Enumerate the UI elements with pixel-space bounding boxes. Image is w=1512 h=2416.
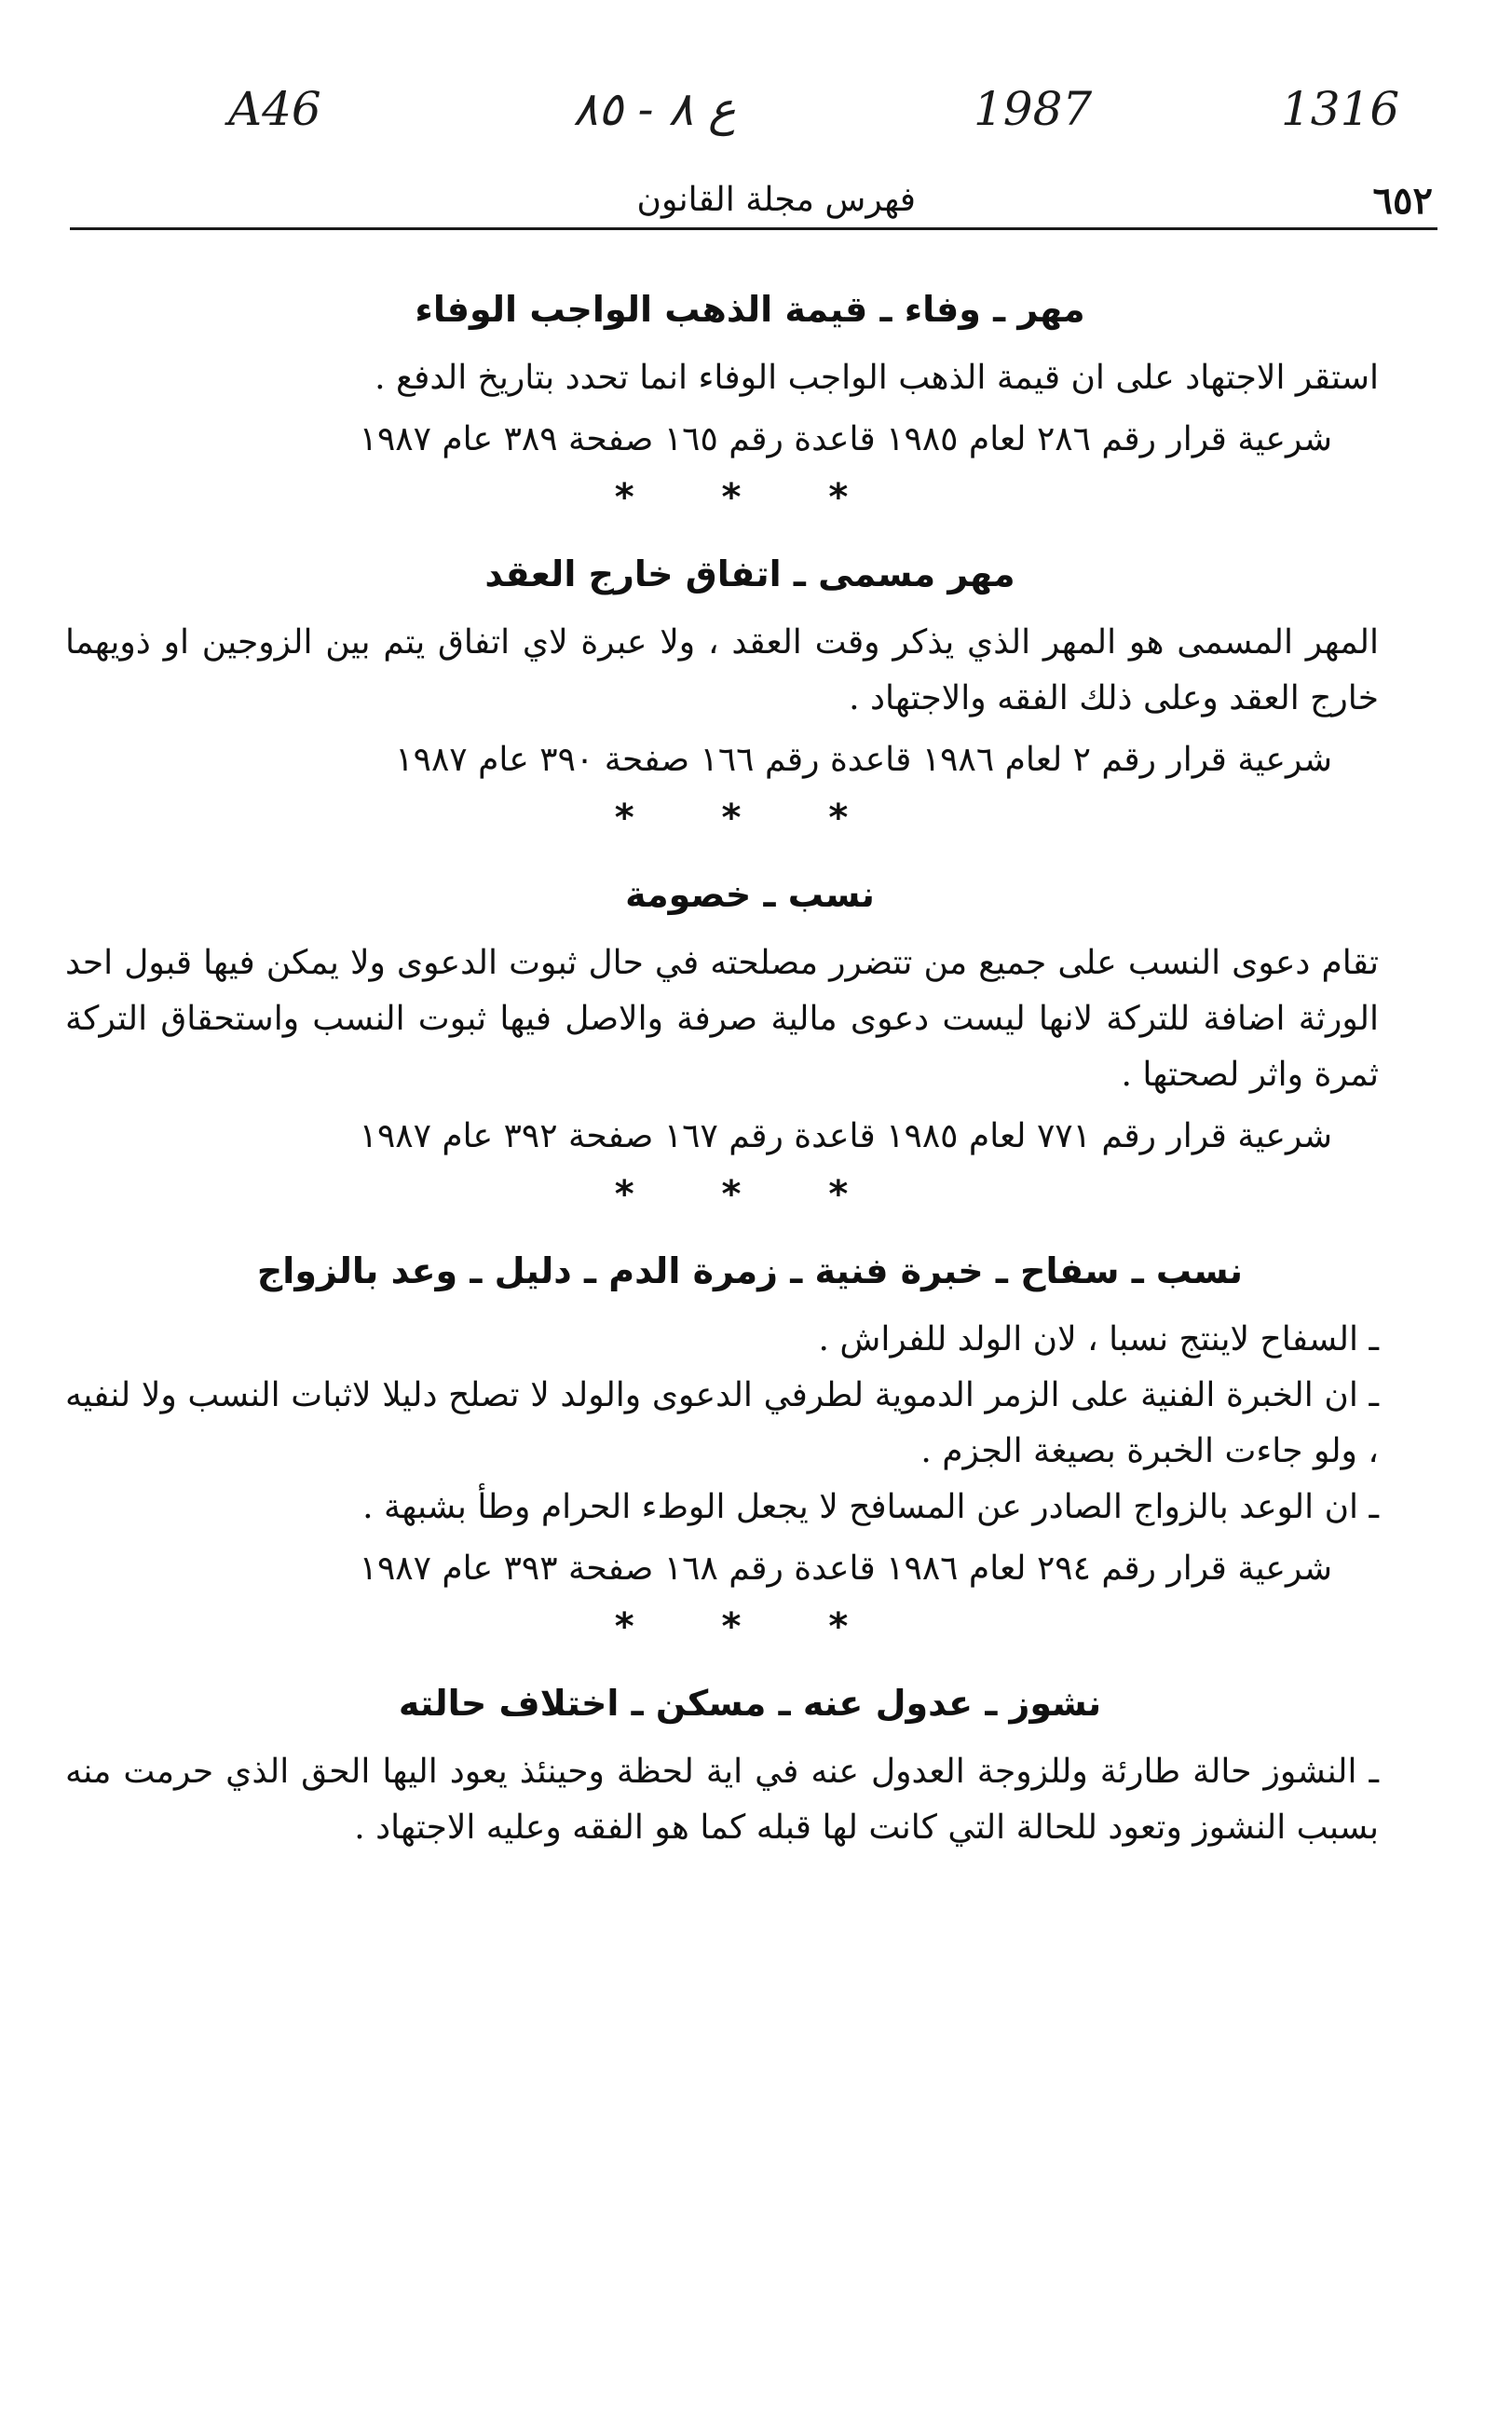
handwritten-code: 1316 [1281, 82, 1400, 136]
entry-paragraph: ـ ان الخبرة الفنية على الزمر الدموية لطرفي الدعوى والولد لا تصلح دليلا لاثبات النسب ولا لنفيه ، ولو جاءت الخبرة بصيغة الجزم . [65, 1376, 1379, 1470]
handwritten-initials: A46 [228, 82, 321, 136]
entry-body [56, 1744, 1444, 1856]
separator-stars: * * * [614, 797, 886, 839]
running-title: فهرس مجلة القانون [636, 181, 916, 219]
entry-paragraph: استقر الاجتهاد على ان قيمة الذهب الواجب الوفاء انما تحدد بتاريخ الدفع . [375, 359, 1379, 397]
entry-title: نشوز ـ عدول عنه ـ مسكن ـ اختلاف حالته [398, 1683, 1102, 1724]
entry-1 [56, 280, 1444, 524]
entry-paragraph: المهر المسمى هو المهر الذي يذكر وقت العقد ، ولا عبرة لاي اتفاق يتم بين الزوجين او ذويهما خارج العقد وعلى ذلك الفقه والاجتهاد . [65, 623, 1379, 717]
separator-stars: * * * [614, 1173, 886, 1216]
entry-citation: شرعية قرار رقم ٢٩٤ لعام ١٩٨٦ قاعدة رقم ١٦٨ صفحة ٣٩٣ عام ١٩٨٧ [359, 1549, 1332, 1588]
entry-body [56, 615, 1444, 727]
entry-2 [56, 544, 1444, 844]
header-rule [70, 227, 1437, 230]
handwritten-reference: ع ٨ - ٨٥ [573, 82, 736, 136]
entry-paragraph: ـ السفاح لاينتج نسبا ، لان الولد للفراش . [818, 1320, 1379, 1358]
handwritten-year: 1987 [974, 82, 1093, 136]
running-header [73, 179, 1433, 235]
entry-body [56, 350, 1444, 406]
entry-paragraph: ـ ان الوعد بالزواج الصادر عن المسافح لا يجعل الوطء الحرام وطأ بشبهة . [362, 1488, 1379, 1526]
entries-list [56, 280, 1444, 1865]
entry-title: مهر ـ وفاء ـ قيمة الذهب الواجب الوفاء [415, 289, 1085, 330]
entry-paragraph: ـ النشوز حالة طارئة وللزوجة العدول عنه في اية لحظة وحينئذ يعود اليها الحق الذي حرمت منه بسبب النشوز وتعود للحالة التي كانت لها قبله كما هو الفقه وعليه الاجتهاد . [65, 1753, 1379, 1847]
entry-paragraph: تقام دعوى النسب على جميع من تتضرر مصلحته في حال ثبوت الدعوى ولا يمكن فيها قبول احد الورثة اضافة للتركة لانها ليست دعوى مالية صرفة والاصل فيها ثبوت النسب واستحقاق التركة ثمرة واثر لصحتها . [65, 944, 1379, 1094]
entry-title: نسب ـ خصومة [625, 874, 875, 915]
separator-stars: * * * [614, 476, 886, 519]
entry-body [56, 935, 1444, 1103]
separator-stars: * * * [614, 1605, 886, 1648]
page-number: ٦٥٢ [1372, 179, 1433, 223]
entry-title: نسب ـ سفاح ـ خبرة فنية ـ زمرة الدم ـ دليل ـ وعد بالزواج [256, 1250, 1244, 1291]
entry-body [56, 1312, 1444, 1536]
entry-citation: شرعية قرار رقم ٧٧١ لعام ١٩٨٥ قاعدة رقم ١٦٧ صفحة ٣٩٢ عام ١٩٨٧ [359, 1117, 1332, 1155]
entry-3 [56, 865, 1444, 1221]
entry-citation: شرعية قرار رقم ٢٨٦ لعام ١٩٨٥ قاعدة رقم ١٦٥ صفحة ٣٨٩ عام ١٩٨٧ [359, 420, 1332, 458]
entry-citation: شرعية قرار رقم ٢ لعام ١٩٨٦ قاعدة رقم ١٦٦ صفحة ٣٩٠ عام ١٩٨٧ [395, 741, 1332, 779]
entry-5 [56, 1673, 1444, 1856]
entry-title: مهر مسمى ـ اتفاق خارج العقد [484, 553, 1015, 594]
entry-4 [56, 1241, 1444, 1653]
